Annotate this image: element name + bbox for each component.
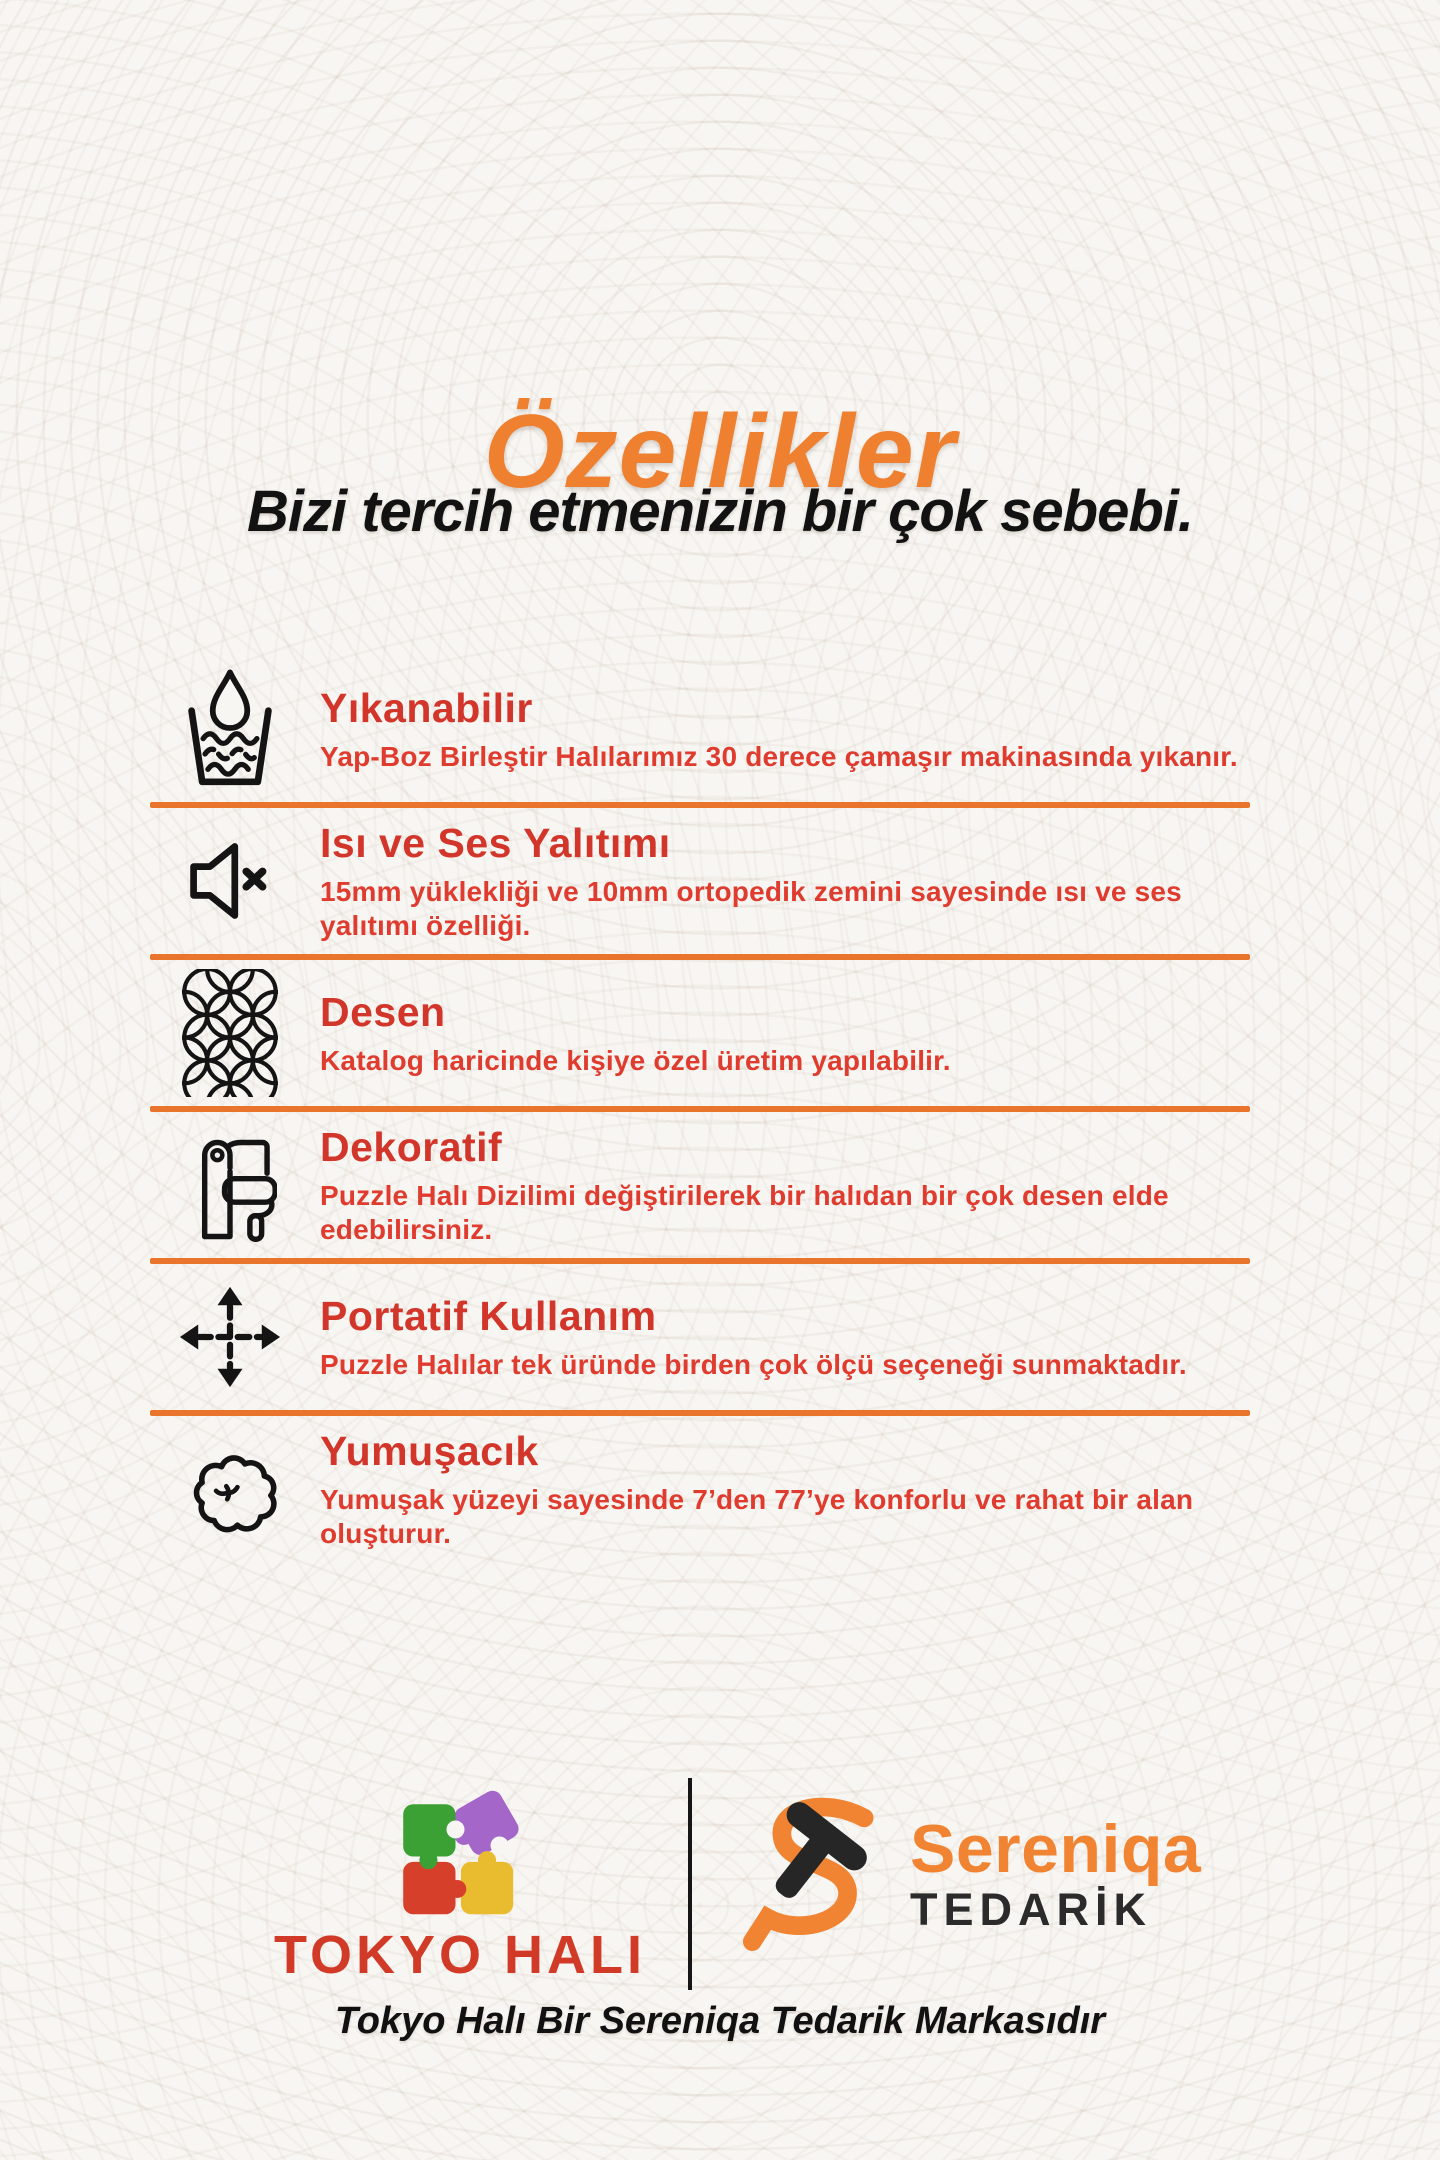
page-title: Özellikler (483, 393, 957, 510)
washable-icon (178, 668, 282, 790)
feature-row-washable (150, 656, 1250, 802)
vertical-divider (688, 1778, 692, 1990)
paint-roller-icon (178, 1126, 282, 1244)
feature-title: Isı ve Ses Yalıtımı (320, 819, 671, 866)
feature-title: Desen (320, 988, 446, 1035)
feature-row-portable (150, 1264, 1250, 1410)
cotton-icon (178, 1441, 282, 1537)
move-arrows-icon (178, 1284, 282, 1390)
feature-description: Yumuşak yüzeyi sayesinde 7’den 77’ye konforlu ve rahat bir alan oluşturur. (320, 1483, 1194, 1549)
pattern-icon (178, 969, 282, 1097)
feature-row-soft (150, 1416, 1250, 1562)
sereniqa-brand (730, 1784, 1201, 1962)
sereniqa-wordmark: Sereniqa (910, 1810, 1202, 1887)
feature-description: Yap-Boz Birleştir Halılarımız 30 derece çamaşır makinasında yıkanır. (320, 740, 1238, 772)
feature-description: 15mm yüklekliği ve 10mm ortopedik zemini sayesinde ısı ve ses yalıtımı özelliği. (320, 875, 1182, 941)
feature-title: Yumuşacık (320, 1427, 539, 1474)
feature-title: Yıkanabilir (320, 684, 533, 731)
brand-slogan: Tokyo Halı Bir Sereniqa Tedarik Markasıdır (334, 2000, 1106, 2042)
feature-row-pattern (150, 960, 1250, 1106)
feature-title: Dekoratif (320, 1123, 503, 1170)
tokyo-hali-wordmark: TOKYO HALI (273, 1925, 646, 1985)
page-subtitle: Bizi tercih etmenizin bir çok sebebi. (246, 479, 1194, 545)
feature-description: Puzzle Halılar tek üründe birden çok ölçü seçeneği sunmaktadır. (320, 1348, 1187, 1380)
feature-row-decorative (150, 1112, 1250, 1258)
tokyo-hali-puzzle-logo (391, 1788, 529, 1916)
sereniqa-logo-mark (730, 1784, 900, 1962)
sound-insulation-icon (178, 839, 282, 923)
tedarik-wordmark: TEDARİK (910, 1883, 1152, 1935)
feature-description: Katalog haricinde kişiye özel üretim yapılabilir. (320, 1044, 951, 1076)
feature-list (150, 656, 1250, 1562)
footer-brands (0, 1778, 1440, 1994)
tokyo-hali-brand (250, 1788, 670, 1986)
feature-title: Portatif Kullanım (320, 1292, 657, 1339)
feature-description: Puzzle Halı Dizilimi değiştirilerek bir halıdan bir çok desen elde edebilirsiniz. (320, 1179, 1169, 1245)
feature-row-insulation (150, 808, 1250, 954)
